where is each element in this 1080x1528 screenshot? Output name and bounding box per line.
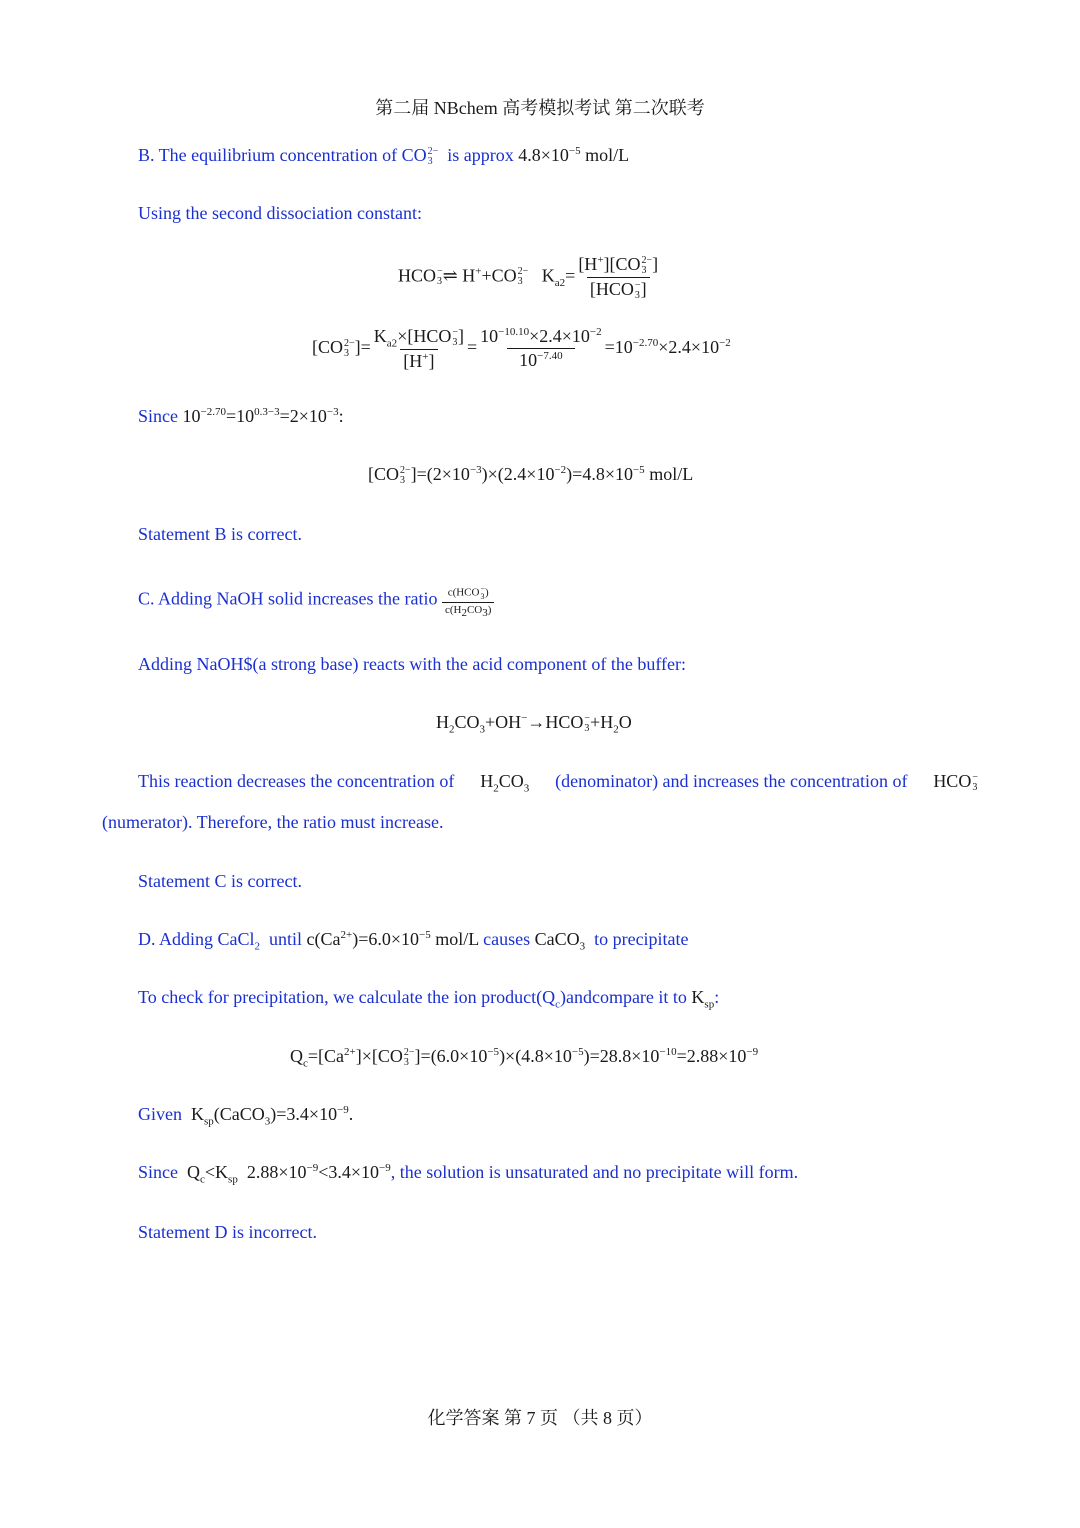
- neutralization-equation: $H_2CO_3+OH^-\to HCO$ − 3 $+H_2O$: [436, 712, 632, 736]
- page-footer: 化学答案 第 7 页 （共 8 页）: [427, 1408, 653, 1428]
- statement-c-conclusion: Statement C is correct.: [138, 871, 302, 891]
- section-b-heading: B. The equilibrium concentration of CO 2− 3 is approx $4.8\times 10^{-5}$ mol/L: [138, 145, 630, 167]
- statement-d-conclusion: Statement D is incorrect.: [138, 1222, 317, 1242]
- page-header: 第二届 NBchem 高考模拟考试 第二次联考: [375, 98, 705, 118]
- precipitation-comparison: Since $Q_c<K_{sp}$ $2.88\times 10^{-9}<3.4\times 10^{-9}$, the solution is unsaturated and no precipitate will form.: [138, 1162, 799, 1186]
- co3-calculation: [CO 2− 3 ]= $K_{a2}\times[HCO$ − 3 ] [H+] = $\frac{10^{-10.10}\times 2.4\times 10^{-2}}{10^{-7.40}}$ $=10^{-2.70}\times 2.4\times 10^{-2}$: [312, 326, 731, 371]
- ion-product-equation: $Q_c=[Ca^{2+}]\times[CO$ 2− 3 ]$=(6.0\times 10^{-5})\times(4.8\times 10^{-5})=28.8\times 10^{-10}=2.88\times 10^{-9}$: [290, 1046, 759, 1070]
- co3-result: [CO 2− 3 ]$=(2\times 10^{-3})\times(2.4\times 10^{-2})=4.8\times 10^{-5}$ mol/L: [368, 464, 694, 486]
- section-d-heading: D. Adding CaCl$_2$ until $c(Ca^{2+})=6.0\times 10^{-5}$ mol/L causes CaCO$_3$ to precipitate: [138, 929, 689, 953]
- ka2-equation: HCO − 3 ⇌ H++CO 2− 3 $K_{a2}=$ [H+][CO 2− 3 ] [HCO − 3 ]: [398, 254, 659, 301]
- section-d-intro: To check for precipitation, we calculate the ion $product(Q_c)andcompare$ it to $K_{sp}$:: [138, 987, 720, 1011]
- section-c-intro: Adding NaOH$(a strong base) reacts with the acid component of the buffer:: [138, 654, 686, 674]
- section-c-explanation-2: (numerator). Therefore, the ratio must increase.: [102, 812, 444, 832]
- since-simplification: Since $10^{-2.70}=10^{0.3-3}=2\times 10^{-3}$:: [138, 406, 344, 426]
- section-c-explanation-1: This reaction decreases the concentration of $H_2CO_3$ (denominator) and increases the concentration of HCO − 3: [138, 771, 978, 795]
- section-c-heading: C. Adding NaOH solid increases the ratio c(HCO − 3 ) $c(H_2CO_3)$: [138, 585, 494, 616]
- section-b-intro: Using the second dissociation constant:: [138, 203, 422, 223]
- statement-b-conclusion: Statement B is correct.: [138, 524, 302, 544]
- ksp-given: Given $K_{sp}(CaCO_3)=3.4\times 10^{-9}$.: [138, 1104, 354, 1128]
